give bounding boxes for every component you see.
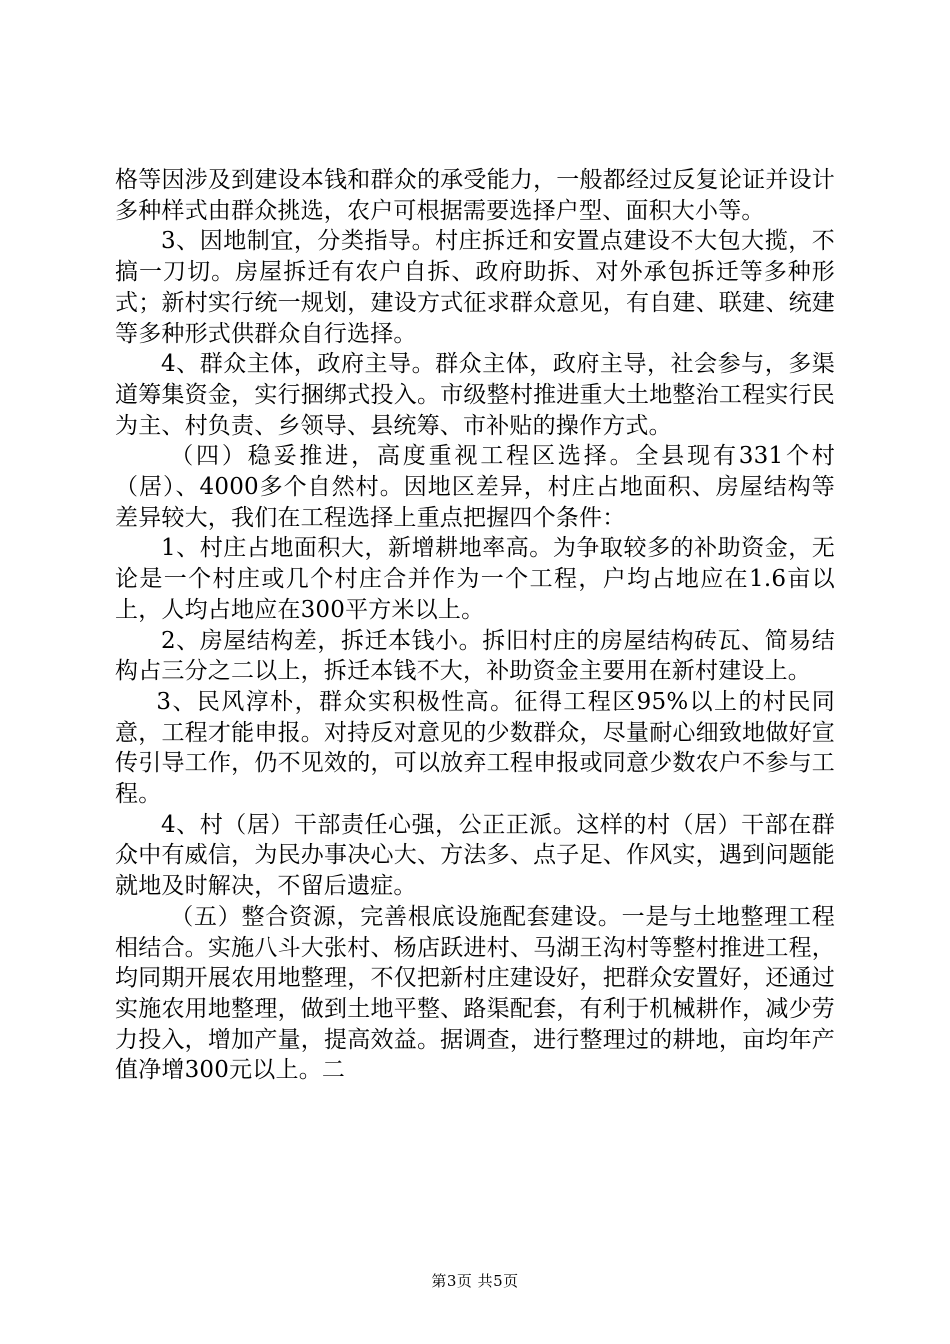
paragraph-condition-2-house-structure: 2、房屋结构差，拆迁本钱小。拆旧村庄的房屋结构砖瓦、简易结构占三分之二以上，拆迁本钱不大，补助资金主要用在新村建设上。 [115,627,835,685]
paragraph-section-5-infrastructure: （五）整合资源，完善根底设施配套建设。一是与土地整理工程相结合。实施八斗大张村、杨店跃进村、马湖王沟村等整村推进工程，均同期开展农用地整理，不仅把新村庄建设好，把群众安置好，还通过实施农用地整理，做到土地平整、路渠配套，有利于机械耕作，减少劳力投入，增加产量，提高效益。据调查，进行整理过的耕地，亩均年产值净增300元以上。二 [115,903,835,1084]
paragraph-condition-3-public-support: 3、民风淳朴，群众实积极性高。征得工程区95%以上的村民同意，工程才能申报。对持反对意见的少数群众，尽量耐心细致地做好宣传引导工作，仍不见效的，可以放弃工程申报或同意少数农户不参与工程。 [115,688,835,808]
paragraph-continuation: 格等因涉及到建设本钱和群众的承受能力，一般都经过反复论证并设计多种样式由群众挑选，农户可根据需要选择户型、面积大小等。 [115,167,835,224]
paragraph-item-3-adapt-locally: 3、因地制宜，分类指导。村庄拆迁和安置点建设不大包大揽，不搞一刀切。房屋拆迁有农户自拆、政府助拆、对外承包拆迁等多种形式；新村实行统一规划，建设方式征求群众意见，有自建、联建、统建等多种形式供群众自行选择。 [115,228,835,347]
paragraph-condition-4-village-cadres: 4、村（居）干部责任心强，公正正派。这样的村（居）干部在群众中有威信，为民办事决心大、方法多、点子足、作风实，遇到问题能就地及时解决，不留后遗症。 [115,811,835,900]
page-number-footer: 第3页 共5页 [431,1272,519,1290]
paragraph-condition-1-land-area: 1、村庄占地面积大，新增耕地率高。为争取较多的补助资金，无论是一个村庄或几个村庄合并作为一个工程，户均占地应在1.6亩以上，人均占地应在300平方米以上。 [115,535,835,623]
paragraph-section-4-project-selection: （四）稳妥推进，高度重视工程区选择。全县现有331个村（居）、4000多个自然村。因地区差异，村庄占地面积、房屋结构等差异较大，我们在工程选择上重点把握四个条件： [115,443,835,531]
document-body [115,165,835,1086]
paragraph-item-4-mass-participation: 4、群众主体，政府主导。群众主体，政府主导，社会参与，多渠道筹集资金，实行捆绑式投入。市级整村推进重大土地整治工程实行民为主、村负责、乡领导、县统筹、市补贴的操作方式。 [115,351,835,439]
